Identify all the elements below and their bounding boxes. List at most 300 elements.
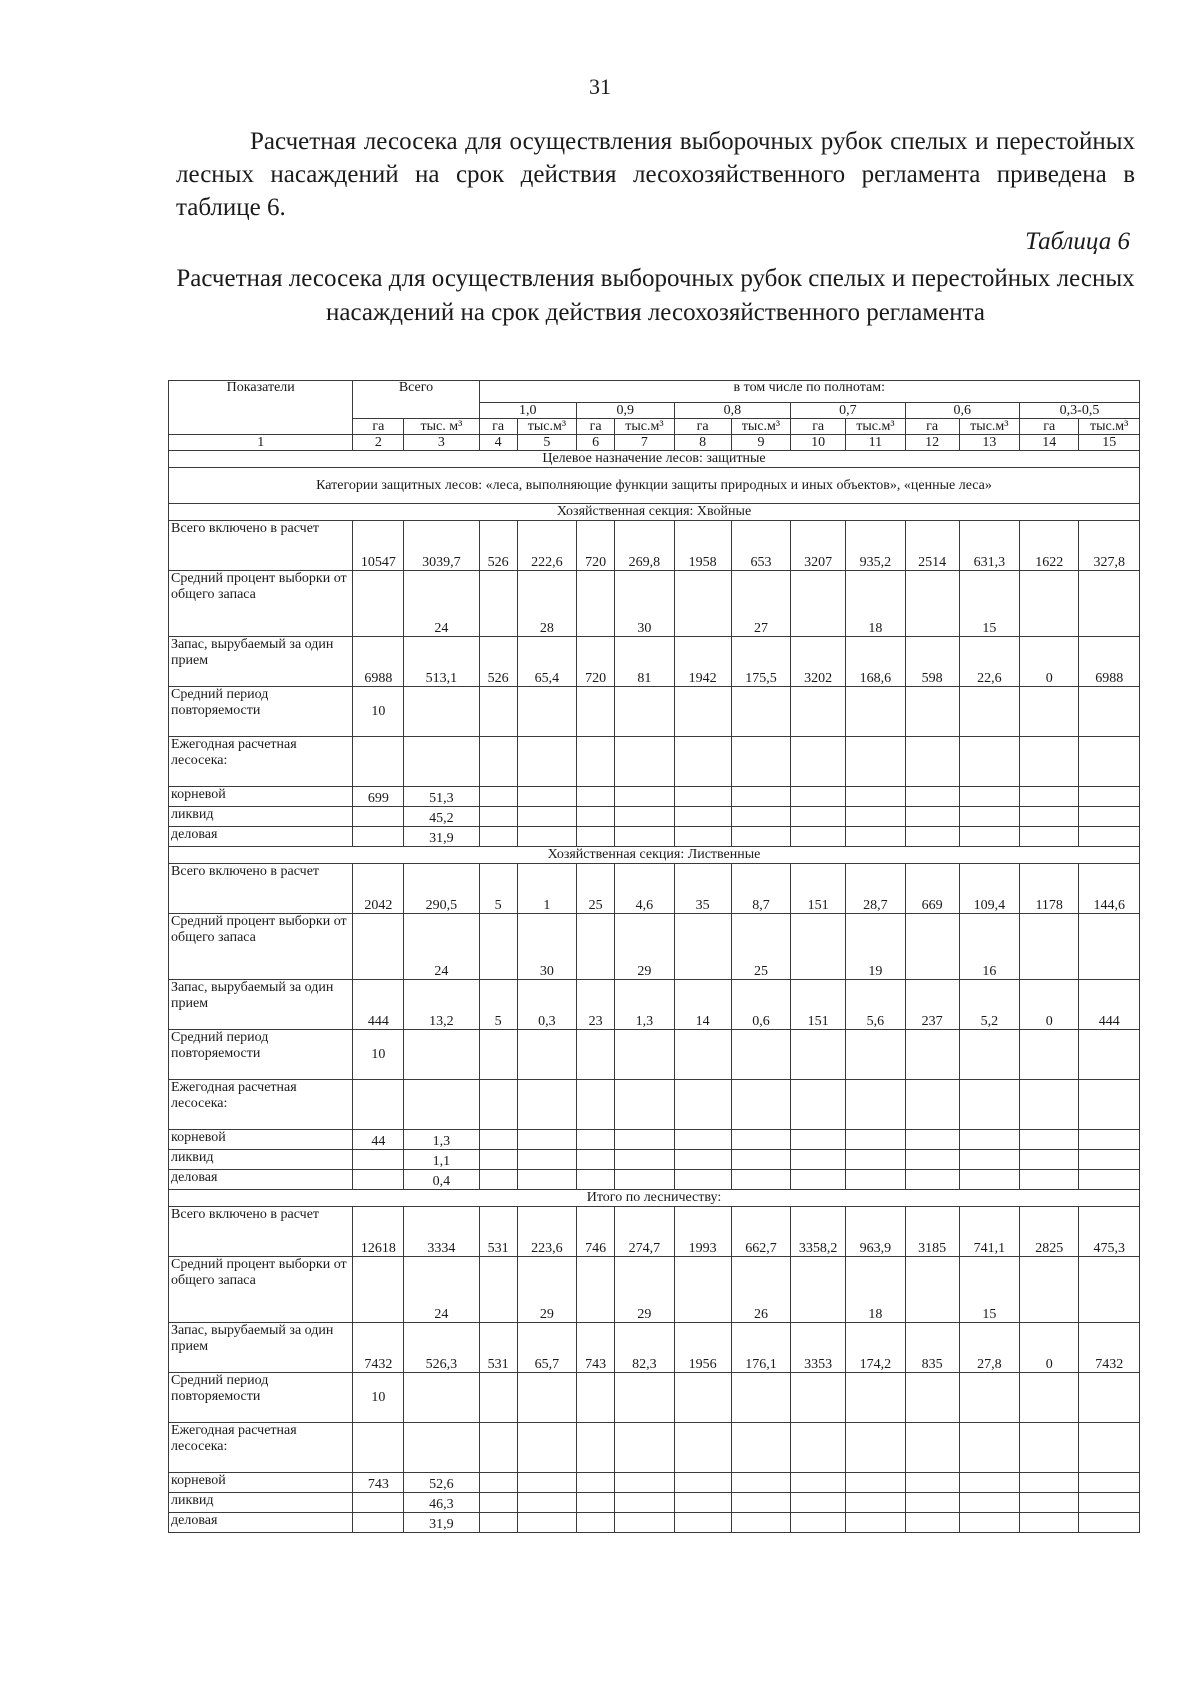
table-cell — [731, 1513, 790, 1533]
table-cell — [846, 827, 905, 847]
table-cell — [479, 1150, 517, 1170]
header-unit-ha: га — [577, 419, 615, 435]
table-cell — [577, 1257, 615, 1323]
table-cell — [791, 1130, 846, 1150]
table-row — [169, 1150, 1140, 1170]
column-number: 4 — [479, 435, 517, 451]
table-cell — [846, 1030, 905, 1080]
table-row — [169, 1190, 1140, 1207]
table-row — [169, 637, 1140, 687]
table-cell — [731, 807, 790, 827]
table-cell — [905, 827, 959, 847]
table-cell — [353, 1080, 404, 1130]
table-cell: 10 — [353, 1373, 404, 1423]
table-cell: 44 — [353, 1130, 404, 1150]
table-cell — [353, 571, 404, 637]
table-cell — [615, 1473, 674, 1493]
table-cell: 631,3 — [959, 521, 1019, 571]
row-label: Всего включено в расчет — [169, 864, 353, 914]
table-cell — [959, 737, 1019, 787]
table-cell: 6988 — [1079, 637, 1140, 687]
table-cell — [517, 827, 576, 847]
table-cell — [1079, 687, 1140, 737]
table-cell — [674, 914, 731, 980]
table-cell: 29 — [615, 914, 674, 980]
table-cell — [791, 1473, 846, 1493]
table-cell: 52,6 — [404, 1473, 479, 1493]
table-cell: 1942 — [674, 637, 731, 687]
table-cell — [479, 1170, 517, 1190]
table-cell — [731, 1423, 790, 1473]
table-row — [169, 687, 1140, 737]
table-cell — [674, 1030, 731, 1080]
table-cell: 13,2 — [404, 980, 479, 1030]
column-number: 11 — [846, 435, 905, 451]
table-cell: 28,7 — [846, 864, 905, 914]
table-cell — [479, 1257, 517, 1323]
table-title: Расчетная лесосека для осуществления выборочных рубок спелых и перестойных лесных насаждений на срок действия лесохозяйственного регламента — [176, 265, 1135, 326]
section-title: Хозяйственная секция: Лиственные — [169, 847, 1140, 864]
column-number: 7 — [615, 435, 674, 451]
table-row — [169, 1493, 1140, 1513]
table-cell — [517, 1080, 576, 1130]
table-cell — [791, 1030, 846, 1080]
table-cell — [404, 737, 479, 787]
table-cell: 327,8 — [1079, 521, 1140, 571]
table-cell: 3185 — [905, 1207, 959, 1257]
table-cell — [517, 1030, 576, 1080]
table-cell — [959, 1473, 1019, 1493]
table-cell — [731, 1373, 790, 1423]
table-cell — [404, 1373, 479, 1423]
table-cell — [1079, 1257, 1140, 1323]
table-cell — [517, 1130, 576, 1150]
table-cell — [905, 571, 959, 637]
table-cell — [905, 1373, 959, 1423]
table-cell: 741,1 — [959, 1207, 1019, 1257]
table-cell: 526,3 — [404, 1323, 479, 1373]
table-cell: 1,3 — [615, 980, 674, 1030]
table-cell — [615, 1130, 674, 1150]
table-cell: 174,2 — [846, 1323, 905, 1373]
row-label: Всего включено в расчет — [169, 1207, 353, 1257]
table-cell: 2042 — [353, 864, 404, 914]
table-cell — [731, 737, 790, 787]
table-cell — [1020, 807, 1079, 827]
table-cell — [905, 687, 959, 737]
table-cell — [577, 1373, 615, 1423]
table-cell — [791, 737, 846, 787]
table-cell — [615, 737, 674, 787]
row-label: ликвид — [169, 1493, 353, 1513]
table-cell — [577, 787, 615, 807]
table-cell: 0 — [1020, 1323, 1079, 1373]
table-cell: 22,6 — [959, 637, 1019, 687]
table-cell — [615, 1423, 674, 1473]
table-cell — [846, 1080, 905, 1130]
table-cell: 23 — [577, 980, 615, 1030]
table-cell — [731, 1080, 790, 1130]
table-cell: 3358,2 — [791, 1207, 846, 1257]
table-cell — [353, 827, 404, 847]
table-cell — [479, 1513, 517, 1533]
column-number: 9 — [731, 435, 790, 451]
table-cell — [479, 1423, 517, 1473]
table-cell — [1079, 807, 1140, 827]
table-cell: 10 — [353, 687, 404, 737]
table-cell — [577, 571, 615, 637]
table-cell — [905, 1130, 959, 1150]
table-cell — [404, 1030, 479, 1080]
row-label: Запас, вырубаемый за один прием — [169, 1323, 353, 1373]
table-cell: 46,3 — [404, 1493, 479, 1513]
table-cell: 3039,7 — [404, 521, 479, 571]
row-label: корневой — [169, 1130, 353, 1150]
table-cell — [1079, 571, 1140, 637]
row-label: Средний период повторяемости — [169, 687, 353, 737]
table-cell: 168,6 — [846, 637, 905, 687]
table-cell — [731, 787, 790, 807]
table-cell — [577, 1473, 615, 1493]
table-cell — [1020, 737, 1079, 787]
table-cell: 4,6 — [615, 864, 674, 914]
table-row — [169, 521, 1140, 571]
table-cell — [1079, 914, 1140, 980]
table-cell — [791, 687, 846, 737]
table-cell — [731, 1130, 790, 1150]
table-cell: 15 — [959, 1257, 1019, 1323]
table-cell: 25 — [731, 914, 790, 980]
table-cell — [791, 914, 846, 980]
table-cell: 1622 — [1020, 521, 1079, 571]
table-cell: 109,4 — [959, 864, 1019, 914]
table-cell — [905, 1030, 959, 1080]
row-label: Средний процент выборки от общего запаса — [169, 571, 353, 637]
table-label: Таблица 6 — [1025, 228, 1130, 255]
table-cell — [846, 1373, 905, 1423]
table-cell — [577, 1493, 615, 1513]
table-cell — [353, 807, 404, 827]
table-cell — [791, 1170, 846, 1190]
column-number: 15 — [1079, 435, 1140, 451]
table-cell — [791, 1257, 846, 1323]
table-cell — [674, 1130, 731, 1150]
table-cell — [1079, 1513, 1140, 1533]
table-cell — [479, 1080, 517, 1130]
column-number: 2 — [353, 435, 404, 451]
table-cell — [1020, 787, 1079, 807]
table-cell — [674, 1373, 731, 1423]
column-number: 3 — [404, 435, 479, 451]
table-cell: 6988 — [353, 637, 404, 687]
table-cell — [959, 1493, 1019, 1513]
row-label: Ежегодная расчетная лесосека: — [169, 1423, 353, 1473]
table-cell — [846, 787, 905, 807]
table-cell: 0,6 — [731, 980, 790, 1030]
row-label: Средний процент выборки от общего запаса — [169, 1257, 353, 1323]
table-cell — [577, 914, 615, 980]
table-cell — [959, 1030, 1019, 1080]
table-cell — [1020, 687, 1079, 737]
table-cell: 65,4 — [517, 637, 576, 687]
row-label: Запас, вырубаемый за один прием — [169, 980, 353, 1030]
table-cell — [1079, 1130, 1140, 1150]
table-row — [169, 1373, 1140, 1423]
table-cell — [517, 1170, 576, 1190]
table-cell: 151 — [791, 864, 846, 914]
table-cell — [479, 1493, 517, 1513]
table-cell: 29 — [517, 1257, 576, 1323]
table-cell: 29 — [615, 1257, 674, 1323]
table-cell — [404, 687, 479, 737]
table-cell: 24 — [404, 914, 479, 980]
header-unit-ha: га — [905, 419, 959, 435]
table-cell — [959, 687, 1019, 737]
header-unit-ha: га — [479, 419, 517, 435]
row-label: деловая — [169, 827, 353, 847]
table-cell: 3334 — [404, 1207, 479, 1257]
table-cell: 24 — [404, 571, 479, 637]
header-unit-volume: тыс.м³ — [1079, 419, 1140, 435]
table-cell — [353, 914, 404, 980]
column-number: 10 — [791, 435, 846, 451]
table-cell — [731, 1030, 790, 1080]
table-cell: 2825 — [1020, 1207, 1079, 1257]
table-cell — [404, 1080, 479, 1130]
table-cell — [1020, 827, 1079, 847]
table-cell — [1079, 1080, 1140, 1130]
table-cell — [674, 687, 731, 737]
table-cell — [846, 1130, 905, 1150]
table-cell: 963,9 — [846, 1207, 905, 1257]
table-cell: 10547 — [353, 521, 404, 571]
table-cell — [353, 1170, 404, 1190]
header-unit-volume: тыс.м³ — [517, 419, 576, 435]
table-cell: 1993 — [674, 1207, 731, 1257]
table-row — [169, 435, 1140, 451]
table-cell — [615, 1080, 674, 1130]
table-cell — [791, 571, 846, 637]
table-row — [169, 980, 1140, 1030]
table-cell: 475,3 — [1079, 1207, 1140, 1257]
table-cell — [905, 1080, 959, 1130]
table-cell — [846, 807, 905, 827]
table-cell — [517, 1423, 576, 1473]
table-cell — [479, 827, 517, 847]
page-number: 31 — [589, 74, 611, 99]
table-cell: 12618 — [353, 1207, 404, 1257]
table-cell — [1020, 571, 1079, 637]
intro-paragraph: Расчетная лесосека для осуществления выборочных рубок спелых и перестойных лесных насаждений на срок действия лесохозяйственного регламента приведена в таблице 6. — [176, 128, 1135, 221]
table-row — [169, 1323, 1140, 1373]
table-cell: 0,4 — [404, 1170, 479, 1190]
table-row — [169, 1207, 1140, 1257]
purpose-row: Целевое назначение лесов: защитные — [169, 451, 1140, 468]
table-cell: 720 — [577, 521, 615, 571]
table-cell — [905, 737, 959, 787]
table-cell — [1020, 1513, 1079, 1533]
table-cell — [353, 1493, 404, 1513]
table-cell: 5 — [479, 864, 517, 914]
table-cell — [674, 1423, 731, 1473]
table-cell — [905, 1473, 959, 1493]
header-density: 1,0 — [479, 403, 577, 419]
row-label: ликвид — [169, 807, 353, 827]
header-density: 0,6 — [905, 403, 1019, 419]
table-cell — [517, 737, 576, 787]
table-cell: 444 — [1079, 980, 1140, 1030]
table-cell — [577, 737, 615, 787]
table-cell — [517, 1493, 576, 1513]
table-cell: 5 — [479, 980, 517, 1030]
table-cell — [1020, 1473, 1079, 1493]
row-label: Ежегодная расчетная лесосека: — [169, 737, 353, 787]
table-cell — [1079, 1150, 1140, 1170]
table-cell: 746 — [577, 1207, 615, 1257]
table-row — [169, 737, 1140, 787]
table-cell — [731, 687, 790, 737]
table-row — [169, 847, 1140, 864]
table-row — [169, 1030, 1140, 1080]
row-label: корневой — [169, 787, 353, 807]
table-cell: 835 — [905, 1323, 959, 1373]
header-incl-density: в том числе по полнотам: — [479, 381, 1139, 403]
table-cell — [905, 1423, 959, 1473]
table-cell: 444 — [353, 980, 404, 1030]
table-cell — [674, 787, 731, 807]
table-cell — [479, 1473, 517, 1493]
table-cell: 5,6 — [846, 980, 905, 1030]
table-cell — [791, 787, 846, 807]
cutting-area-table — [168, 380, 1140, 1533]
table-cell — [1079, 1170, 1140, 1190]
table-cell — [615, 1373, 674, 1423]
header-density: 0,7 — [791, 403, 905, 419]
row-label: Всего включено в расчет — [169, 521, 353, 571]
table-cell — [1079, 1423, 1140, 1473]
table-cell — [615, 1150, 674, 1170]
table-cell: 19 — [846, 914, 905, 980]
table-cell — [1020, 1423, 1079, 1473]
header-unit-volume: тыс.м³ — [731, 419, 790, 435]
table-row — [169, 1130, 1140, 1150]
table-cell: 526 — [479, 637, 517, 687]
table-cell — [959, 787, 1019, 807]
table-cell — [615, 1170, 674, 1190]
table-row — [169, 1257, 1140, 1323]
table-cell: 7432 — [353, 1323, 404, 1373]
table-cell: 16 — [959, 914, 1019, 980]
table-cell — [905, 1257, 959, 1323]
table-cell — [1020, 1373, 1079, 1423]
table-cell: 176,1 — [731, 1323, 790, 1373]
table-cell: 15 — [959, 571, 1019, 637]
table-cell: 743 — [353, 1473, 404, 1493]
table-cell: 274,7 — [615, 1207, 674, 1257]
table-cell — [577, 1423, 615, 1473]
table-cell — [404, 1423, 479, 1473]
table-cell: 531 — [479, 1207, 517, 1257]
table-cell: 3202 — [791, 637, 846, 687]
table-cell: 30 — [615, 571, 674, 637]
table-cell: 28 — [517, 571, 576, 637]
row-label: Ежегодная расчетная лесосека: — [169, 1080, 353, 1130]
table-cell — [959, 1423, 1019, 1473]
table-cell: 669 — [905, 864, 959, 914]
table-cell — [731, 827, 790, 847]
table-cell: 662,7 — [731, 1207, 790, 1257]
table-cell — [577, 1130, 615, 1150]
column-number: 8 — [674, 435, 731, 451]
table-cell — [577, 827, 615, 847]
table-cell: 598 — [905, 637, 959, 687]
table-cell — [517, 1373, 576, 1423]
table-cell: 1958 — [674, 521, 731, 571]
table-cell — [674, 571, 731, 637]
table-cell — [615, 1513, 674, 1533]
table-cell — [674, 1257, 731, 1323]
table-cell: 0 — [1020, 637, 1079, 687]
table-cell: 222,6 — [517, 521, 576, 571]
table-cell — [846, 1423, 905, 1473]
column-number: 6 — [577, 435, 615, 451]
table-cell — [846, 1493, 905, 1513]
header-density: 0,3-0,5 — [1020, 403, 1140, 419]
table-cell — [846, 1473, 905, 1493]
header-unit-ha: га — [791, 419, 846, 435]
table-cell — [517, 1150, 576, 1170]
table-row — [169, 864, 1140, 914]
table-cell — [905, 787, 959, 807]
table-cell — [517, 687, 576, 737]
column-number: 14 — [1020, 435, 1079, 451]
table-cell: 14 — [674, 980, 731, 1030]
table-cell: 25 — [577, 864, 615, 914]
table-row — [169, 381, 1140, 403]
table-cell: 144,6 — [1079, 864, 1140, 914]
column-number: 5 — [517, 435, 576, 451]
table-cell: 699 — [353, 787, 404, 807]
table-cell — [959, 827, 1019, 847]
table-cell — [479, 914, 517, 980]
table-row — [169, 787, 1140, 807]
table-cell — [791, 1423, 846, 1473]
table-cell — [674, 807, 731, 827]
table-cell — [674, 1080, 731, 1130]
table-cell: 1 — [517, 864, 576, 914]
table-cell — [791, 1150, 846, 1170]
table-row — [169, 1170, 1140, 1190]
table-cell — [479, 1030, 517, 1080]
table-cell — [577, 1513, 615, 1533]
table-row — [169, 1473, 1140, 1493]
table-cell — [517, 1473, 576, 1493]
table-cell: 151 — [791, 980, 846, 1030]
table-cell — [791, 807, 846, 827]
row-label: ликвид — [169, 1150, 353, 1170]
table-cell — [791, 827, 846, 847]
table-cell — [615, 787, 674, 807]
table-cell: 45,2 — [404, 807, 479, 827]
table-cell — [731, 1493, 790, 1513]
section-title: Итого по лесничеству: — [169, 1190, 1140, 1207]
table-cell — [905, 1170, 959, 1190]
table-cell — [846, 1150, 905, 1170]
table-cell: 3353 — [791, 1323, 846, 1373]
table-cell — [791, 1493, 846, 1513]
table-row — [169, 1423, 1140, 1473]
table-cell — [791, 1513, 846, 1533]
